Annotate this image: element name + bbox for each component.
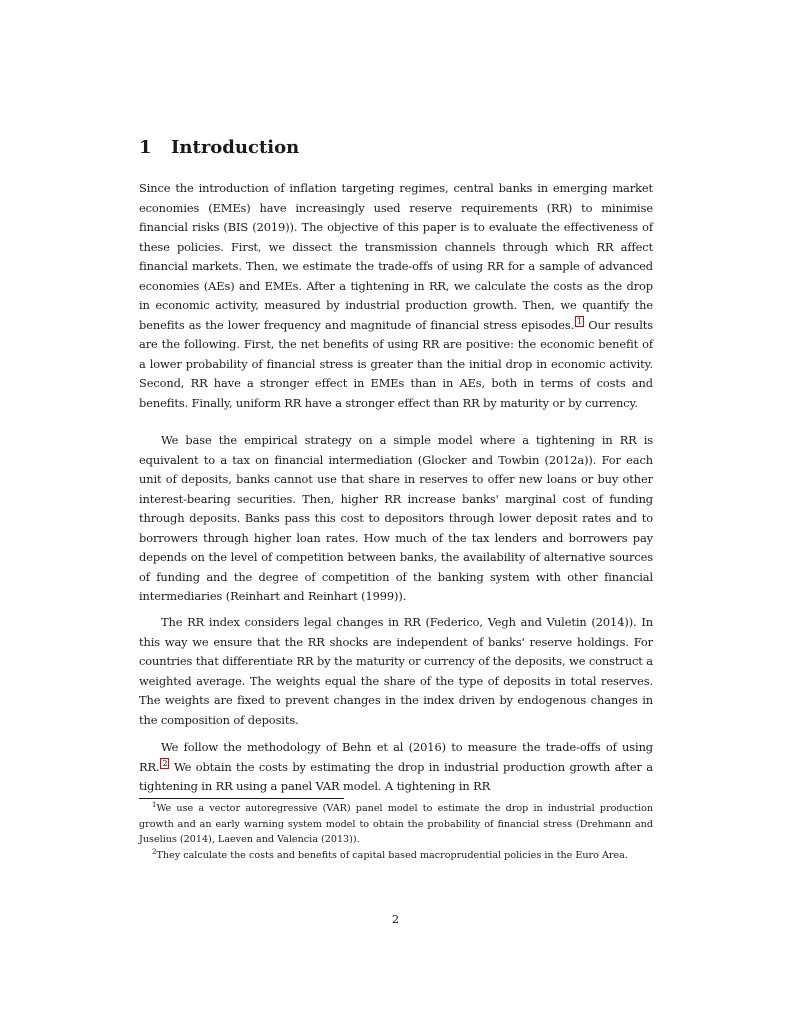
paragraph-text: We base the empirical strategy on a simple model where a tightening in RR is equivalent to a tax on financial intermediation (Glocker and Towbin (2012a)). For each unit of deposits, banks cannot use that share in reserves to offer new loans or buy other interest-bearing securities. Then, higher RR increase banks' marginal cost of funding through deposits. Banks pass this cost to depositors through lower deposit rates and to borrowers through higher loan rates. How much of the tax lenders and borrowers pay depends on the level of competition between banks, the availability of alternative sources of funding and the degree of competition of the banking system with other financial intermediaries (Reinhart and Reinhart (1999)).	[139, 433, 653, 603]
footnote-mark: 2	[152, 847, 157, 856]
section-heading	[139, 136, 299, 160]
paragraph-text: The RR index considers legal changes in RR (Federico, Vegh and Vuletin (2014)). In this way we ensure that the RR shocks are independent of banks' reserve holdings. For countries that differentiate RR by the maturity or currency of the deposits, we construct a weighted average. The weights equal the share of the type of deposits in total reserves. The weights are fixed to prevent changes in the index driven by endogenous changes in the composition of deposits.	[139, 615, 653, 727]
footnote-text: We use a vector autoregressive (VAR) panel model to estimate the drop in industrial production growth and an early warning system model to obtain the probability of financial stress (Drehmann and Juselius (2014), Laeven and Valencia (2013)).	[139, 803, 653, 845]
paragraph-4	[139, 738, 653, 797]
paragraph-text: We follow the methodology of Behn et al (2016) to measure the trade-offs of using RR.	[139, 740, 653, 774]
paragraph-2	[139, 431, 653, 607]
footnote-1	[139, 801, 653, 848]
paragraph-1	[139, 179, 653, 413]
paragraph-text-continued: We obtain the costs by estimating the drop in industrial production growth after a tightening in RR using a panel VAR model. A tightening in RR	[139, 759, 653, 793]
section-number: 1	[139, 137, 152, 158]
footnote-text: They calculate the costs and benefits of capital based macroprudential policies in the Euro Area.	[156, 849, 628, 861]
footnote-divider	[139, 798, 344, 799]
paragraph-text: Since the introduction of inflation targeting regimes, central banks in emerging market economies (EMEs) have increasingly used reserve requirements (RR) to minimise financial risks (BIS (2019)). The objective of this paper is to evaluate the effectiveness of these policies. First, we dissect the transmission channels through which RR affect financial markets. Then, we estimate the trade-offs of using RR for a sample of advanced economies (AEs) and EMEs. After a tightening in RR, we calculate the costs as the drop in economic activity, measured by industrial production growth. Then, we quantify the benefits as the lower frequency and magnitude of financial stress episodes.	[139, 181, 653, 332]
page-number: 2	[391, 912, 400, 926]
paragraph-3	[139, 613, 653, 730]
footnote-mark: 1	[152, 800, 157, 809]
paragraph-text-continued: Our results are the following. First, the net benefits of using RR are positive: the economic benefit of a lower probability of financial stress is greater than the initial drop in economic activity. Second, RR have a stronger effect in EMEs than in AEs, both in terms of costs and benefits. Finally, uniform RR have a stronger effect than RR by maturity or by currency.	[139, 317, 653, 410]
footnotes	[139, 801, 653, 863]
footnote-2	[139, 848, 653, 864]
footnote-link-1[interactable]: 1	[577, 316, 583, 326]
section-title: Introduction	[171, 137, 300, 158]
footnote-link-2[interactable]: 2	[162, 758, 168, 768]
